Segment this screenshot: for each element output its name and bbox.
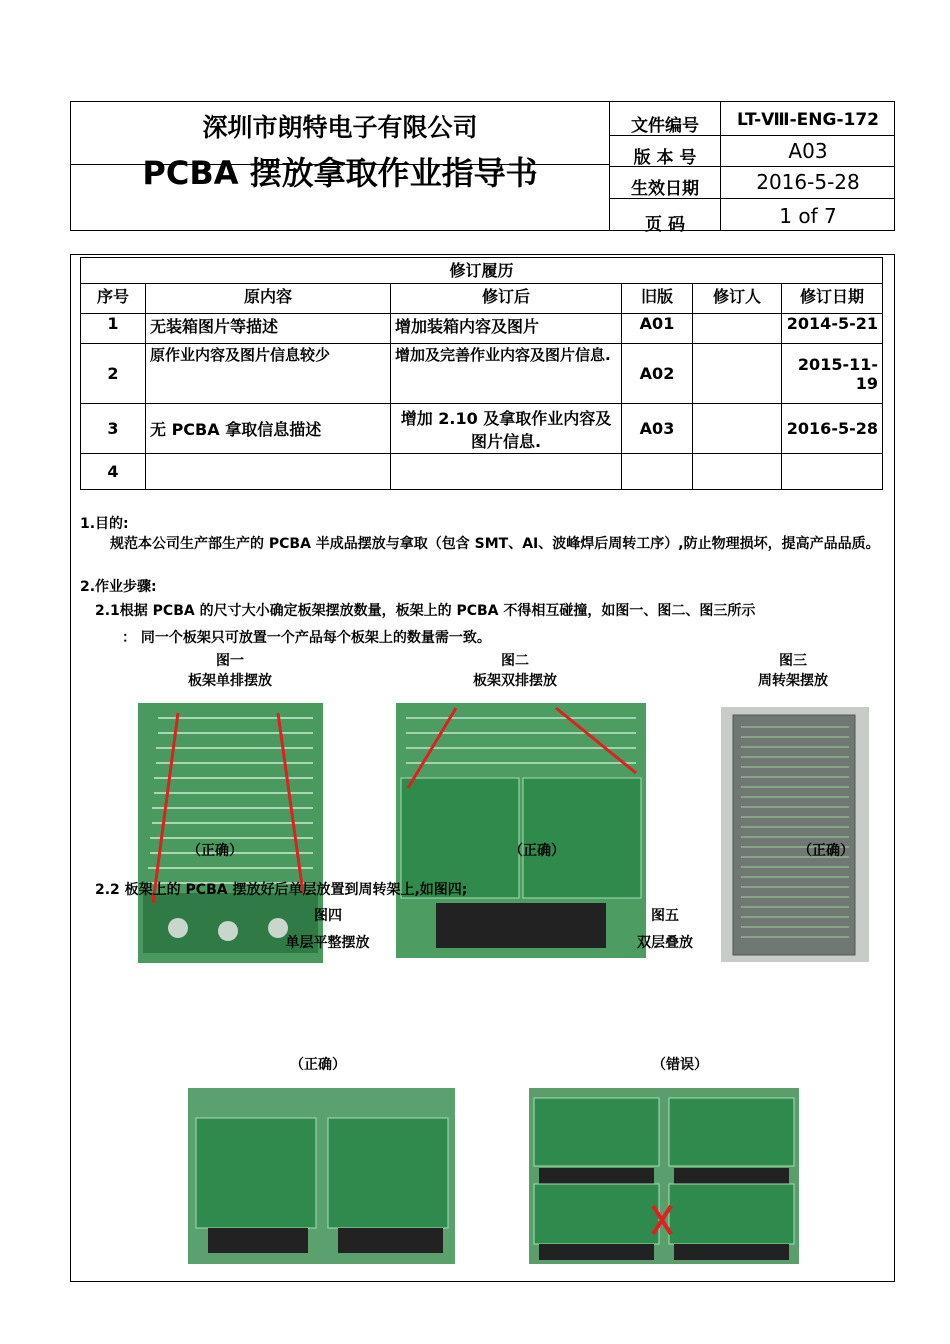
cell-reviser — [693, 404, 782, 454]
cell-revised: 增加及完善作业内容及图片信息. — [391, 344, 622, 404]
col-header: 修订日期 — [782, 284, 883, 314]
photo-double-layer-wrong — [529, 1088, 799, 1264]
cell-original: 无装箱图片等描述 — [146, 314, 391, 344]
meta-value-effective-date: 2016-5-28 — [756, 170, 860, 194]
cell-revised — [391, 454, 622, 490]
cell-reviser — [693, 314, 782, 344]
meta-value-page: 1 of 7 — [779, 204, 837, 228]
meta-label-version: 版 本 号 — [633, 148, 697, 168]
label-correct: （正确） — [798, 843, 854, 859]
photo-single-layer-flat — [188, 1088, 455, 1264]
label-correct: （正确） — [187, 843, 243, 859]
document-title: PCBA 摆放拿取作业指导书 — [142, 154, 538, 192]
cell-date: 2014-5-21 — [782, 314, 883, 344]
cell-no: 3 — [81, 404, 146, 454]
cell-version: A02 — [622, 344, 693, 404]
label-correct: （正确） — [290, 1057, 346, 1073]
cell-date: 2015-11-19 — [782, 344, 883, 404]
figure-2-number: 图二 — [501, 653, 529, 669]
figure-4-caption: 单层平整摆放 — [285, 935, 370, 951]
table-row — [81, 344, 883, 404]
meta-label-effective-date: 生效日期 — [631, 179, 699, 199]
cell-reviser — [693, 344, 782, 404]
revision-caption: 修订履历 — [81, 258, 883, 284]
cell-no: 2 — [81, 344, 146, 404]
cell-revised: 增加 2.10 及拿取作业内容及图片信息. — [391, 404, 622, 454]
cell-original: 无 PCBA 拿取信息描述 — [146, 404, 391, 454]
section-purpose-text: 规范本公司生产部生产的 PCBA 半成品摆放与拿取（包含 SMT、AI、波峰焊后周转工序）,防止物理损坏，提高产品品质。 — [110, 536, 880, 552]
figure-5-number: 图五 — [651, 908, 679, 924]
figure-5-caption: 双层叠放 — [637, 935, 693, 951]
table-row — [81, 314, 883, 344]
cell-date — [782, 454, 883, 490]
cell-reviser — [693, 454, 782, 490]
company-name: 深圳市朗特电子有限公司 — [202, 113, 478, 142]
cell-no: 1 — [81, 314, 146, 344]
step-2-1-text: 2.1根据 PCBA 的尺寸大小确定板架摆放数量，板架上的 PCBA 不得相互碰撞，如图一、图二、图三所示 — [95, 603, 756, 619]
meta-value-version: A03 — [788, 139, 828, 163]
revision-table — [80, 257, 883, 490]
meta-label-page: 页 码 — [645, 215, 685, 235]
col-header: 修订人 — [693, 284, 782, 314]
photo-turnover-rack — [721, 707, 869, 962]
photo-double-row-rack — [396, 703, 646, 958]
meta-label-doc-no: 文件编号 — [631, 116, 699, 136]
cell-no: 4 — [81, 454, 146, 490]
cell-version — [622, 454, 693, 490]
figure-3-caption: 周转架摆放 — [758, 673, 828, 689]
section-purpose-title: 1.目的: — [80, 516, 129, 532]
label-correct: （正确） — [509, 843, 565, 859]
figure-4-number: 图四 — [314, 908, 342, 924]
col-header: 序号 — [81, 284, 146, 314]
cell-date: 2016-5-28 — [782, 404, 883, 454]
figure-2-caption: 板架双排摆放 — [473, 673, 557, 689]
cell-version: A03 — [622, 404, 693, 454]
cell-version: A01 — [622, 314, 693, 344]
col-header: 旧版 — [622, 284, 693, 314]
cell-original — [146, 454, 391, 490]
figure-3-number: 图三 — [779, 653, 807, 669]
figure-1-number: 图一 — [216, 653, 244, 669]
meta-value-doc-no: LT-Ⅷ-ENG-172 — [737, 110, 879, 130]
table-row — [81, 404, 883, 454]
step-2-2-text: 2.2 板架上的 PCBA 摆放好后单层放置到周转架上,如图四; — [95, 882, 468, 898]
col-header: 原内容 — [146, 284, 391, 314]
section-steps-title: 2.作业步骤: — [80, 579, 157, 595]
figure-1-caption: 板架单排摆放 — [188, 673, 272, 689]
col-header: 修订后 — [391, 284, 622, 314]
label-wrong: （错误） — [652, 1057, 708, 1073]
cell-revised: 增加装箱内容及图片 — [391, 314, 622, 344]
step-2-1-note: ： 同一个板架只可放置一个产品每个板架上的数量需一致。 — [122, 630, 491, 646]
table-row — [81, 454, 883, 490]
cell-original: 原作业内容及图片信息较少 — [146, 344, 391, 404]
